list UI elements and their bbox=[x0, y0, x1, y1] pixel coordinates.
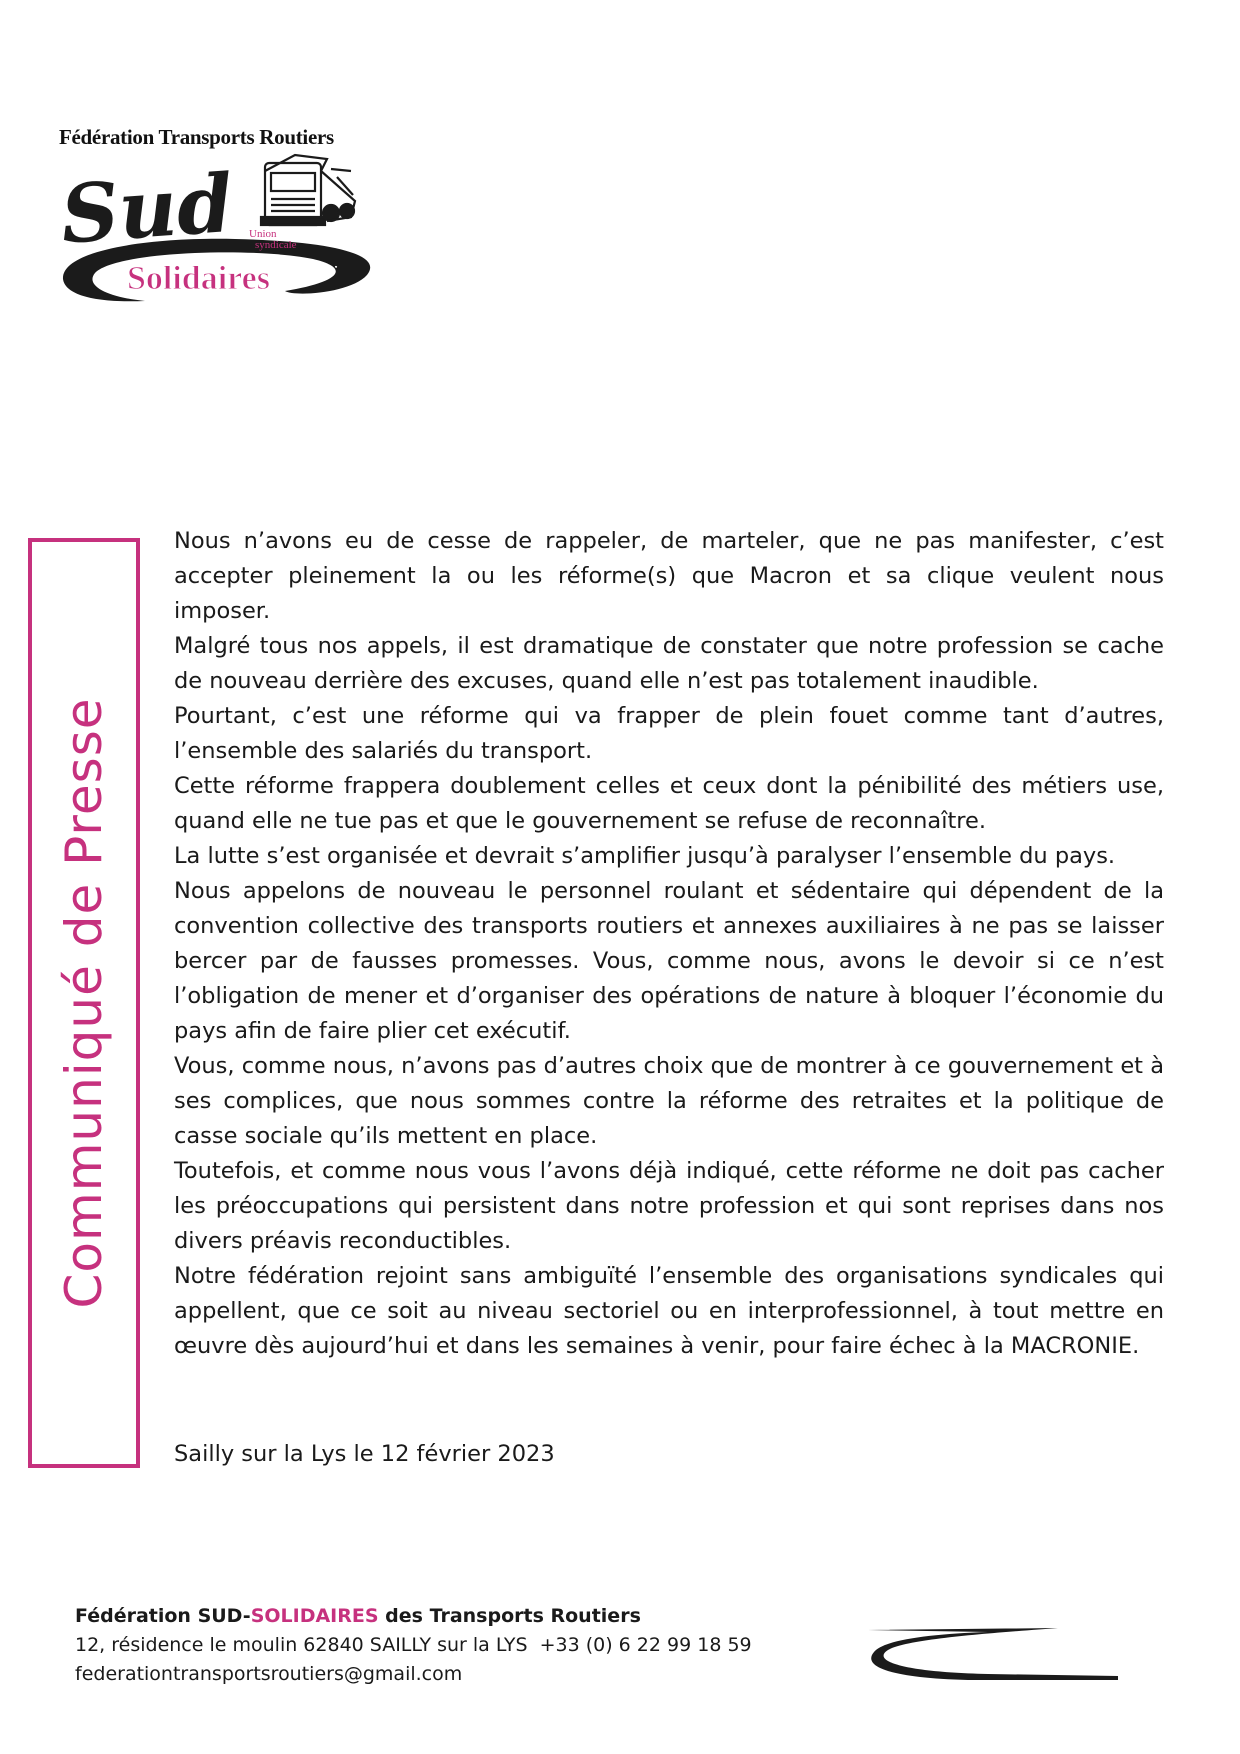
paragraph: Malgré tous nos appels, il est dramatique de constater que notre profession se cache de nouveau derrière des excuses, quand elle n’est pas totalement inaudible. bbox=[174, 633, 1164, 694]
logo-federation-title: Fédération Transports Routiers bbox=[59, 125, 334, 149]
footer-contact-line bbox=[75, 1631, 752, 1660]
footer-phone: +33 (0) 6 22 99 18 59 bbox=[539, 1634, 752, 1656]
road-decoration-icon bbox=[868, 1624, 1118, 1680]
paragraph: Vous, comme nous, n’avons pas d’autres choix que de montrer à ce gouvernement et à ses complices, que nous sommes contre la réforme des retraites et la politique de casse sociale qu’ils mettent en place. bbox=[174, 1053, 1164, 1149]
paragraph: Nous n’avons eu de cesse de rappeler, de marteler, que ne pas manifester, c’est accepter pleinement la ou les réforme(s) que Macron et sa clique veulent nous imposer. bbox=[174, 528, 1164, 624]
press-release-body bbox=[174, 524, 1164, 1364]
footer-address: 12, résidence le moulin 62840 SAILLY sur la LYS bbox=[75, 1634, 528, 1656]
truck-icon bbox=[261, 155, 355, 225]
logo-sud-text: Sud bbox=[57, 155, 236, 262]
paragraph: Cette réforme frappera doublement celles et ceux dont la pénibilité des métiers use, quand elle ne tue pas et que le gouvernement se refuse de reconnaître. bbox=[174, 773, 1164, 834]
footer-organization: Fédération SUD-SOLIDAIRES des Transports Routiers bbox=[75, 1605, 641, 1627]
press-release-title: Communiqué de Presse bbox=[55, 697, 113, 1309]
federation-logo bbox=[55, 125, 385, 310]
paragraph: La lutte s’est organisée et devrait s’amplifier jusqu’à paralyser l’ensemble du pays. bbox=[174, 843, 1116, 869]
logo-solidaires-text: Solidaires bbox=[127, 260, 270, 297]
paragraph: Notre fédération rejoint sans ambiguïté l’ensemble des organisations syndicales qui appellent, que ce soit au niveau sectoriel ou en interprofessionnel, à tout mettre en œuvre dès aujourd’hui et dans les semaines à venir, pour faire échec à la MACRONIE. bbox=[174, 1263, 1164, 1359]
paragraph: Nous appelons de nouveau le personnel roulant et sédentaire qui dépendent de la convention collective des transports routiers et annexes auxiliaires à ne pas se laisser bercer par de fausses promesses. Vous, comme nous, avons le devoir si ce n’est l’obligation de mener et d’organiser des opérations de nature à bloquer l’économie du pays afin de faire plier cet exécutif. bbox=[174, 878, 1164, 1044]
logo-syndicale-text: syndicale bbox=[255, 239, 297, 251]
footer-email: federationtransportsroutiers@gmail.com bbox=[75, 1663, 463, 1685]
sud-solidaires-logo-art bbox=[55, 151, 385, 311]
footer bbox=[75, 1602, 752, 1689]
place-date-signature: Sailly sur la Lys le 12 février 2023 bbox=[174, 1441, 555, 1467]
paragraph: Pourtant, c’est une réforme qui va frapper de plein fouet comme tant d’autres, l’ensemble des salariés du transport. bbox=[174, 703, 1164, 764]
paragraph: Toutefois, et comme nous vous l’avons déjà indiqué, cette réforme ne doit pas cacher les préoccupations qui persistent dans notre profession et qui sont reprises dans nos divers préavis reconductibles. bbox=[174, 1158, 1164, 1254]
logo-union-text: Union bbox=[249, 228, 277, 240]
